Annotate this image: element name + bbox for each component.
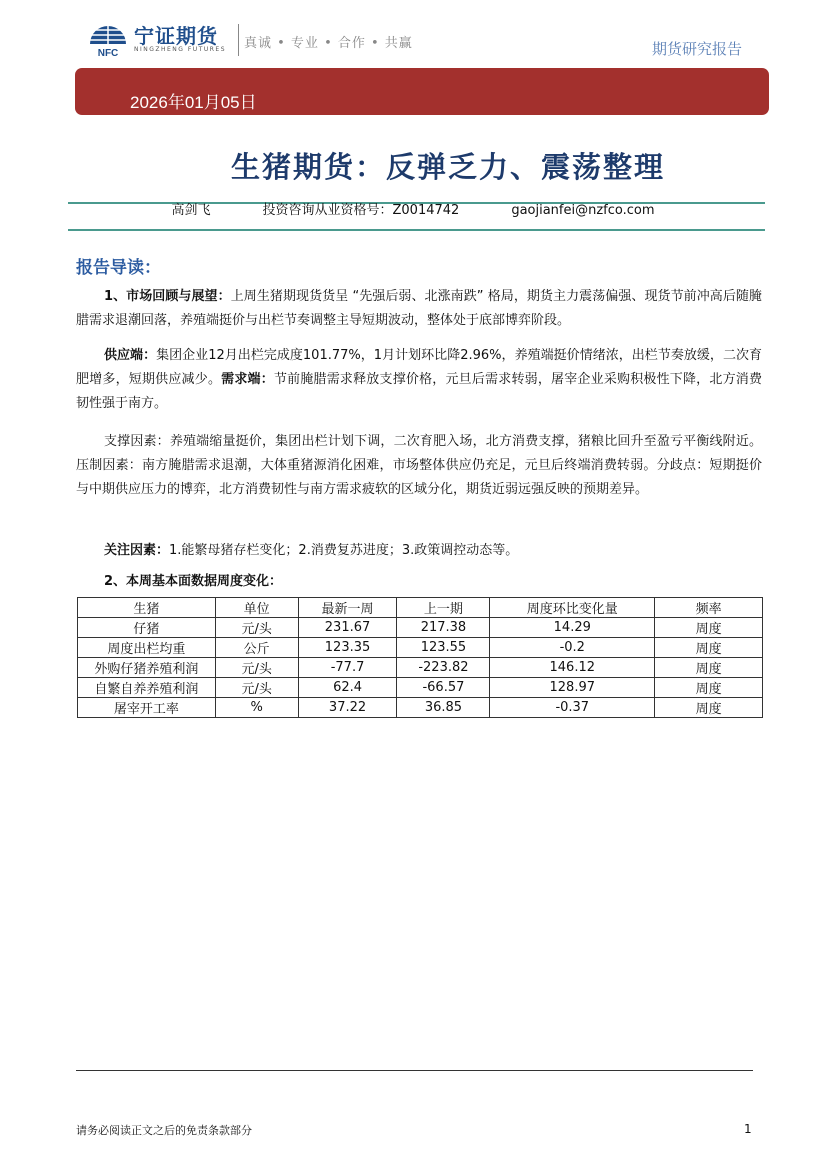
paragraph-supply-demand [76, 344, 762, 416]
table-cell: 123.35 [298, 638, 397, 658]
disclaimer-note: 请务必阅读正文之后的免责条款部分 [76, 1124, 252, 1137]
table-heading: 2、本周基本面数据周度变化： [104, 574, 283, 589]
text: 节前腌腊需求释放支撑价格，元旦后需求转弱，屠宰企业采购积极性下降，北方消费韧性强于南方。 [76, 372, 762, 411]
table-cell: -0.37 [490, 698, 655, 718]
table-cell: 元/头 [215, 678, 298, 698]
page-title: 生猪期货：反弹乏力、震荡整理 [230, 150, 665, 184]
table-cell: 单位 [215, 598, 298, 618]
table-header-row [78, 598, 763, 618]
table-row [78, 698, 763, 718]
table-cell: 自繁自养养殖利润 [78, 678, 216, 698]
label: 需求端： [221, 372, 274, 387]
author-email[interactable]: gaojianfei@nzfco.com [511, 203, 655, 218]
divider [76, 1070, 753, 1071]
table-cell: 周度 [655, 618, 763, 638]
page-number: 1 [744, 1122, 752, 1136]
label: 1、市场回顾与展望： [104, 289, 231, 304]
table-cell: 周度出栏均重 [78, 638, 216, 658]
table-cell: 123.55 [397, 638, 490, 658]
svg-text:NFC: NFC [97, 48, 119, 58]
table-cell: 146.12 [490, 658, 655, 678]
author-name: 高剑飞 [171, 203, 211, 218]
text: 1.能繁母猪存栏变化；2.消费复苏进度；3.政策调控动态等。 [169, 543, 519, 558]
table-cell: 外购仔猪养殖利润 [78, 658, 216, 678]
divider [238, 24, 239, 56]
table-cell: -77.7 [298, 658, 397, 678]
report-date: 2026年01月05日 [130, 93, 257, 112]
author-license: 投资咨询从业资格号：Z0014742 [262, 203, 460, 218]
brand-name: 宁证期货 [134, 24, 218, 48]
brand-name-en: NINGZHENG FUTURES [134, 46, 227, 53]
table-cell: 37.22 [298, 698, 397, 718]
table-row [78, 618, 763, 638]
table-cell: % [215, 698, 298, 718]
table-cell: 屠宰开工率 [78, 698, 216, 718]
tagline: 真诚 • 专业 • 合作 • 共赢 [244, 36, 413, 51]
label: 供应端： [104, 348, 157, 363]
divider [68, 229, 765, 231]
table-cell: 最新一周 [298, 598, 397, 618]
table-cell: 231.67 [298, 618, 397, 638]
label: 关注因素： [104, 543, 170, 558]
table-cell: 周度 [655, 658, 763, 678]
paragraph-market-review [76, 285, 762, 333]
table-cell: 元/头 [215, 658, 298, 678]
table-row [78, 658, 763, 678]
text: 上周生猪期现货货呈 “先强后弱、北涨南跌” 格局，期货主力震荡偏强、现货节前冲高后随腌腊需求退潮回落，养殖端挺价与出栏节奏调整主导短期波动，整体处于底部博弈阶段。 [76, 289, 762, 328]
table-cell: 公斤 [215, 638, 298, 658]
data-table [77, 597, 763, 718]
section-heading: 报告导读： [76, 258, 161, 278]
text: 集团企业12月出栏完成度101.77%，1月计划环比降2.96%，养殖端挺价情绪浓，出栏节奏放缓，二次育肥增多，短期供应减少。 [76, 348, 762, 387]
table-row [78, 678, 763, 698]
table-cell: 128.97 [490, 678, 655, 698]
table-cell: 14.29 [490, 618, 655, 638]
author-line [0, 199, 826, 218]
table-cell: 频率 [655, 598, 763, 618]
table-cell: 上一期 [397, 598, 490, 618]
table-cell: -223.82 [397, 658, 490, 678]
table-row [78, 638, 763, 658]
table-cell: 周度 [655, 638, 763, 658]
document-type: 期货研究报告 [652, 40, 743, 58]
table-cell: 62.4 [298, 678, 397, 698]
table-cell: 生猪 [78, 598, 216, 618]
paragraph-focus [76, 539, 762, 563]
table-cell: 36.85 [397, 698, 490, 718]
table-cell: -66.57 [397, 678, 490, 698]
nfc-logo-icon [86, 20, 130, 58]
table-cell: 周度 [655, 678, 763, 698]
table-cell: 元/头 [215, 618, 298, 638]
text: 支撑因素：养殖端缩量挺价，集团出栏计划下调，二次育肥入场，北方消费支撑，猪粮比回升至盈亏平衡线附近。压制因素：南方腌腊需求退潮，大体重猪源消化困难，市场整体供应仍充足，元旦后终端消费转弱。分歧点：短期挺价与中期供应压力的博弈，北方消费韧性与南方需求疲软的区域分化，期货近弱远强反映的预期差异。 [76, 434, 762, 497]
table-cell: 仔猪 [78, 618, 216, 638]
table-cell: -0.2 [490, 638, 655, 658]
paragraph-factors [76, 430, 762, 502]
table-cell: 周度 [655, 698, 763, 718]
table-cell: 周度环比变化量 [490, 598, 655, 618]
table-cell: 217.38 [397, 618, 490, 638]
